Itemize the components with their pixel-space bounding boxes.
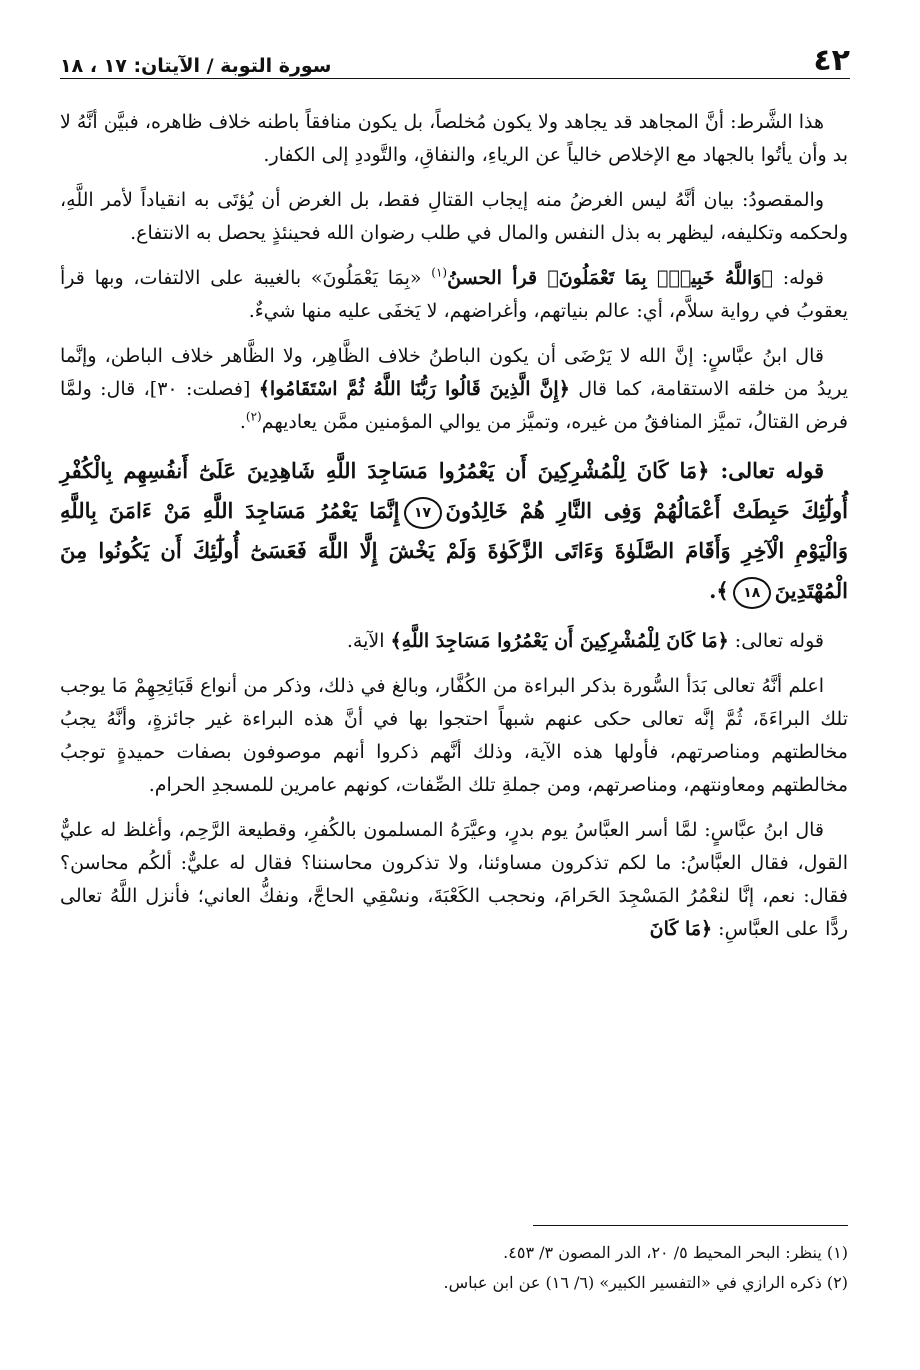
page-number: ٤٢ [813,43,850,78]
header-rule [60,78,850,79]
paragraph-ibn-abbas-1 [60,340,848,439]
text-span: قال ابنُ عبَّاسٍ: لمَّا أسر العبَّاسُ يوم بدرٍ، وعيَّرَهُ المسلمون بالكُفرِ، وقطيعة الرَّحِم، وأغلظ له عليٌّ القول، فقال العبَّاسُ: ما لكم تذكرون مساوئنا، ولا تذكرون محاسننا؟ فقال له عليٌّ: ألكُم محاسن؟ فقال: نعم، إنَّا لنعْمُرُ المَسْجِدَ الحَرامَ، ونحجب الكَعْبَةَ، ونسْقِي الحاجَّ، ونفكُّ العاني؛ فأنزل اللَّهُ تعالى ردًّا على العبَّاسِ: [60,819,848,940]
footnote-1: (١) ينظر: البحر المحيط ٥/ ٢٠، الدر المصون ٣/ ٤٥٣. [503,1243,848,1262]
footnote-2: (٢) ذكره الرازي في «التفسير الكبير» (٦/ ١٦) عن ابن عباس. [443,1273,848,1292]
footnote-rule [533,1225,848,1226]
paragraph-explanation: اعلم أنَّهُ تعالى بَدَأ السُّورة بذكر البراءة من الكُفَّار، وبالغ في ذلك، وذكر من أنواع قَبَائِحِهِمْ مَا يوجب تلك البراءَةَ، ثُمَّ إنَّه تعالى حكى عنهم شبهاً احتجوا بها في أنَّ هذه البراءة غير جائزةٍ، وأنَّهُ يجبُ مخالطتهم ومناصرتهم، فأولها هذه الآية، وذلك أنَّهم ذكروا أنهم موصوفون بصفات حميدةٍ توجبُ مخالطتهم ومعاونتهم، ومناصرتهم، ومن جملةِ تلك الصِّفات، كونهم عامرين للمسجدِ الحرام. [60,675,848,796]
quran-quote: ﴿وَاللَّهُ خَبِيرٌۢ بِمَا تَعْمَلُونَ﴾ [547,267,773,289]
quran-quote: ﴿مَا كَانَ لِلْمُشْرِكِينَ أَن يَعْمُرُوا مَسَاجِدَ اللَّهِ﴾ [390,630,729,652]
verse-text-18: إِنَّمَا يَعْمُرُ مَسَاجِدَ اللَّهِ مَنْ ءَامَنَ بِاللَّهِ وَالْيَوْمِ الْآخِرِ وَأَقَامَ الصَّلَوٰةَ وَءَاتَى الزَّكَوٰةَ وَلَمْ يَخْشَ إِلَّا اللَّهَ فَعَسَىٰٓ أُولَٰٓئِكَ أَن يَكُونُوا مِنَ الْمُهْتَدِينَ [60,498,848,603]
text-span: [فصلت: ٣٠]، قال: ولمَّا فرض القتالُ، تميَّز المنافقُ من غيره، وتميَّز من يوالي المؤمنين ممَّن يعاديهم [60,378,848,433]
footnote-marker-2[interactable]: (٢) [245,409,262,424]
verse-text-17: ﴿مَا كَانَ لِلْمُشْرِكِينَ أَن يَعْمُرُوا مَسَاجِدَ اللَّهِ شَاهِدِينَ عَلَىٰٓ أَنفُسِهِم بِالْكُفْرِ أُولَٰٓئِكَ حَبِطَتْ أَعْمَالُهُمْ وَفِى النَّارِ هُمْ خَالِدُونَ [60,458,848,523]
paragraph-verse-ref [60,625,848,658]
reader-name: قرأ الحسنُ [447,267,548,289]
footnote-marker-1[interactable]: (١) [431,265,448,280]
quran-quote: ﴿مَا كَانَ [649,918,713,940]
paragraph-ibn-abbas-2 [60,814,848,946]
main-text [60,106,848,958]
running-title: سورة التوبة / الآيتان: ١٧ ، ١٨ [60,55,332,77]
text-span: الآية. [346,630,391,652]
paragraph-purpose: والمقصودُ: بيان أنَّهُ ليس الغرضُ منه إيجاب القتالِ فقط، بل الغرض أن يُؤتَى به انقياداً لأمر اللَّهِ، ولحكمه وتكليفه، ليظهر به بذل النفس والمال في طلب رضوان الله فحينئذٍ يحصل به الانتفاع. [60,189,848,244]
paragraph-condition: هذا الشَّرط: أنَّ المجاهد قد يجاهد ولا يكون مُخلصاً، بل يكون منافقاً باطنه خلاف ظاهره، فبيَّن أنَّهُ لا بد وأن يأتُوا بالجهاد مع الإخلاص خالياً عن الرياءِ، والنفاقِ، والتَّوددِ إلى الكفار. [60,111,848,166]
verse-end: ﴾. [709,578,729,603]
verse-block [60,451,848,611]
text-span: قوله تعالى: [728,630,824,652]
paragraph-reading [60,262,848,328]
page-header [60,34,850,76]
text-span: قال ابنُ عبَّاسٍ: إنَّ الله لا يَرْضَى أن يكون الباطنُ خلاف الظَّاهِر، ولا الظَّاهر خلاف الباطن، وإنَّما يريدُ من خلقه الاستقامة، كما قال [60,345,848,400]
footnotes [60,1238,848,1298]
ayah-number-18: ١٨ [733,577,771,609]
text-span: «بِمَا يَعْمَلُونَ» بالغيبة على الالتفات، وبها قرأ يعقوبُ في رواية سلاَّم، أي: عالم بنياتهم، وأغراضهم، لا يَخفَى عليه منها شيءٌ. [60,267,848,322]
quran-quote: ﴿إِنَّ الَّذِينَ قَالُوا رَبُّنَا اللَّهُ ثُمَّ اسْتَقَامُوا﴾ [258,378,570,400]
ayah-number-17: ١٧ [404,497,442,529]
text-span: . [239,411,246,433]
text-span: قوله: [772,267,824,289]
verse-intro: قوله تعالى: [709,458,824,483]
